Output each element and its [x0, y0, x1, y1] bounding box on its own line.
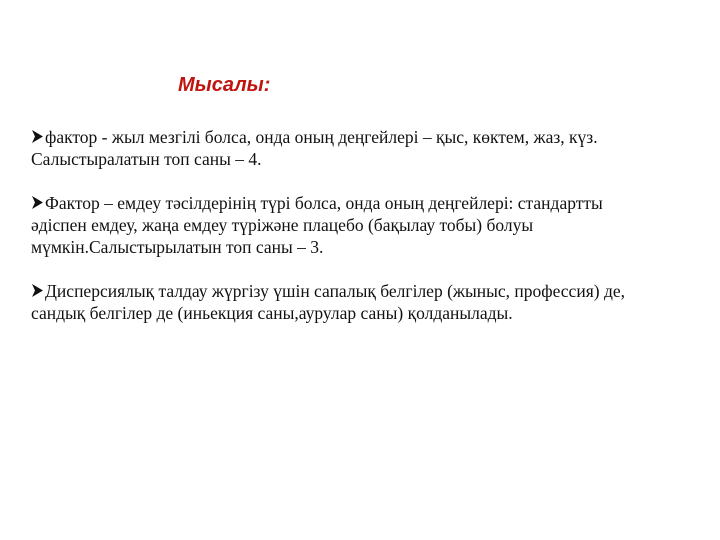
- paragraph-3-line-1: Дисперсиялық талдау жүргізу үшін сапалық белгілер (жыныс, профессия) де,: [45, 281, 625, 301]
- paragraph-1-line-2: Салыстыралатын топ саны – 4.: [31, 149, 262, 169]
- paragraph-1-line-1: фактор - жыл мезгілі болса, онда оның деңгейлері – қыс, көктем, жаз, күз.: [45, 127, 598, 147]
- paragraph-3-line-2: сандық белгілер де (иньекция саны,аурулар саны) қолданылады.: [31, 303, 513, 323]
- bullet-paragraph-2: [31, 192, 715, 258]
- paragraph-2-line-2: әдіспен емдеу, жаңа емдеу түріжәне плацебо (бақылау тобы) болуы: [31, 215, 534, 235]
- bullet-paragraph-1: [31, 126, 715, 170]
- paragraph-2-line-1: Фактор – емдеу тәсілдерінің түрі болса, онда оның деңгейлері: стандартты: [45, 193, 603, 213]
- arrowhead-bullet-icon: [31, 195, 44, 210]
- arrowhead-bullet-icon: [31, 129, 44, 144]
- slide-title: Мысалы:: [178, 74, 271, 96]
- bullet-paragraph-3: [31, 280, 715, 324]
- slide-body: [31, 126, 715, 324]
- paragraph-2-line-3: мүмкін.Салыстырылатын топ саны – 3.: [31, 237, 324, 257]
- arrowhead-bullet-icon: [31, 283, 44, 298]
